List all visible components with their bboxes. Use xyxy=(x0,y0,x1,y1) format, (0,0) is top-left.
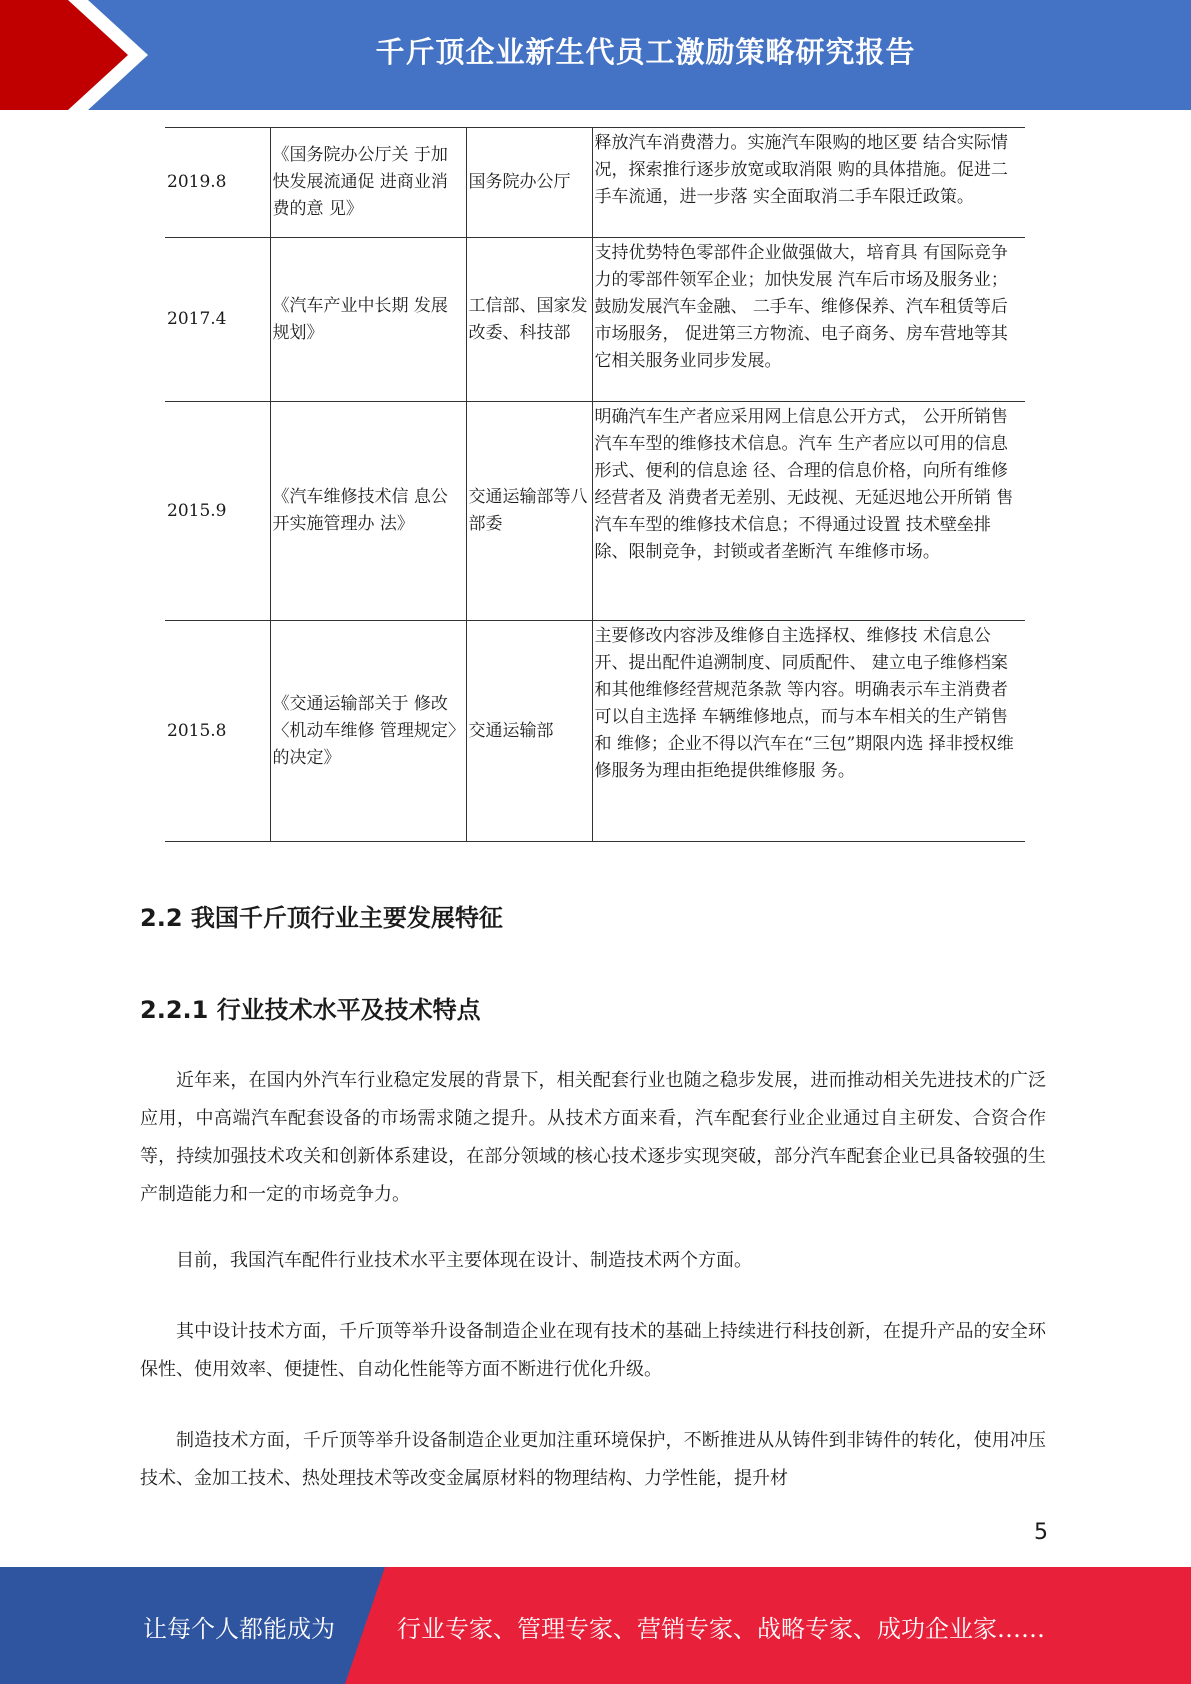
policy-content: 主要修改内容涉及维修自主选择权、维修技 术信息公开、提出配件追溯制度、同质配件、 建立电子维修档案和其他维修经营规范条款 等内容。明确表示车主消费者可以自主选择 车辆维修地点，而与本车相关的生产销售和 维修；企业不得以汽车在“三包”期限内选 择非授权维修服务为理由拒绝提供维修服 务。 xyxy=(592,621,1025,842)
policy-content: 释放汽车消费潜力。实施汽车限购的地区要 结合实际情况，探索推行逐步放宽或取消限 购的具体措施。促进二手车流通，进一步落 实全面取消二手车限迁政策。 xyxy=(592,128,1025,238)
footer-slogan-right: 行业专家、管理专家、营销专家、战略专家、成功企业家…… xyxy=(397,1615,1045,1643)
table-row xyxy=(165,238,1025,402)
page-number: 5 xyxy=(1034,1520,1048,1545)
body-paragraph: 制造技术方面，千斤顶等举升设备制造企业更加注重环境保护，不断推进从从铸件到非铸件的转化，使用冲压技术、金加工技术、热处理技术等改变金属原材料的物理结构、力学性能，提升材 xyxy=(140,1430,1046,1489)
policy-date: 2015.8 xyxy=(165,621,270,842)
policy-title: 《交通运输部关于 修改〈机动车维修 管理规定〉的决定》 xyxy=(270,621,466,842)
table-row xyxy=(165,621,1025,842)
body-paragraph: 目前，我国汽车配件行业技术水平主要体现在设计、制造技术两个方面。 xyxy=(176,1250,752,1271)
section-heading: 2.2 我国千斤顶行业主要发展特征 xyxy=(140,904,503,932)
policy-title: 《国务院办公厅关 于加快发展流通促 进商业消费的意 见》 xyxy=(270,128,466,238)
body-paragraph: 近年来，在国内外汽车行业稳定发展的背景下，相关配套行业也随之稳步发展，进而推动相关先进技术的广泛应用，中高端汽车配套设备的市场需求随之提升。从技术方面来看，汽车配套行业企业通过自主研发、合资合作等，持续加强技术攻关和创新体系建设，在部分领域的核心技术逐步实现突破，部分汽车配套企业已具备较强的生产制造能力和一定的市场竞争力。 xyxy=(140,1070,1046,1205)
table-row xyxy=(165,128,1025,238)
policy-title: 《汽车维修技术信 息公开实施管理办 法》 xyxy=(270,402,466,621)
policy-issuer: 交通运输部等八部委 xyxy=(466,402,592,621)
policy-date: 2017.4 xyxy=(165,238,270,402)
policy-content: 明确汽车生产者应采用网上信息公开方式， 公开所销售汽车车型的维修技术信息。汽车 生产者应以可用的信息形式、便利的信息途 径、合理的信息价格，向所有维修经营者及 消费者无差别、无歧视、无延迟地公开所销 售汽车车型的维修技术信息；不得通过设置 技术壁垒排除、限制竞争，封锁或者垄断汽 车维修市场。 xyxy=(592,402,1025,621)
policy-table xyxy=(165,127,1025,842)
table-row xyxy=(165,402,1025,621)
policy-issuer: 交通运输部 xyxy=(466,621,592,842)
footer-slogan-left: 让每个人都能成为 xyxy=(143,1615,335,1643)
policy-title: 《汽车产业中长期 发展规划》 xyxy=(270,238,466,402)
policy-date: 2015.9 xyxy=(165,402,270,621)
policy-date: 2019.8 xyxy=(165,128,270,238)
policy-issuer: 国务院办公厅 xyxy=(466,128,592,238)
body-paragraph: 其中设计技术方面，千斤顶等举升设备制造企业在现有技术的基础上持续进行科技创新，在提升产品的安全环保性、使用效率、便捷性、自动化性能等方面不断进行优化升级。 xyxy=(140,1321,1046,1380)
page-header xyxy=(0,0,1191,110)
policy-issuer: 工信部、国家发改委、科技部 xyxy=(466,238,592,402)
page-footer xyxy=(0,1567,1191,1684)
header-title: 千斤顶企业新生代员工激励策略研究报告 xyxy=(375,35,916,69)
subsection-heading: 2.2.1 行业技术水平及技术特点 xyxy=(140,996,481,1024)
policy-content: 支持优势特色零部件企业做强做大，培育具 有国际竞争力的零部件领军企业；加快发展 汽车后市场及服务业；鼓励发展汽车金融、 二手车、维修保养、汽车租赁等后市场服务， 促进第三方物流、电子商务、房车营地等其 它相关服务业同步发展。 xyxy=(592,238,1025,402)
